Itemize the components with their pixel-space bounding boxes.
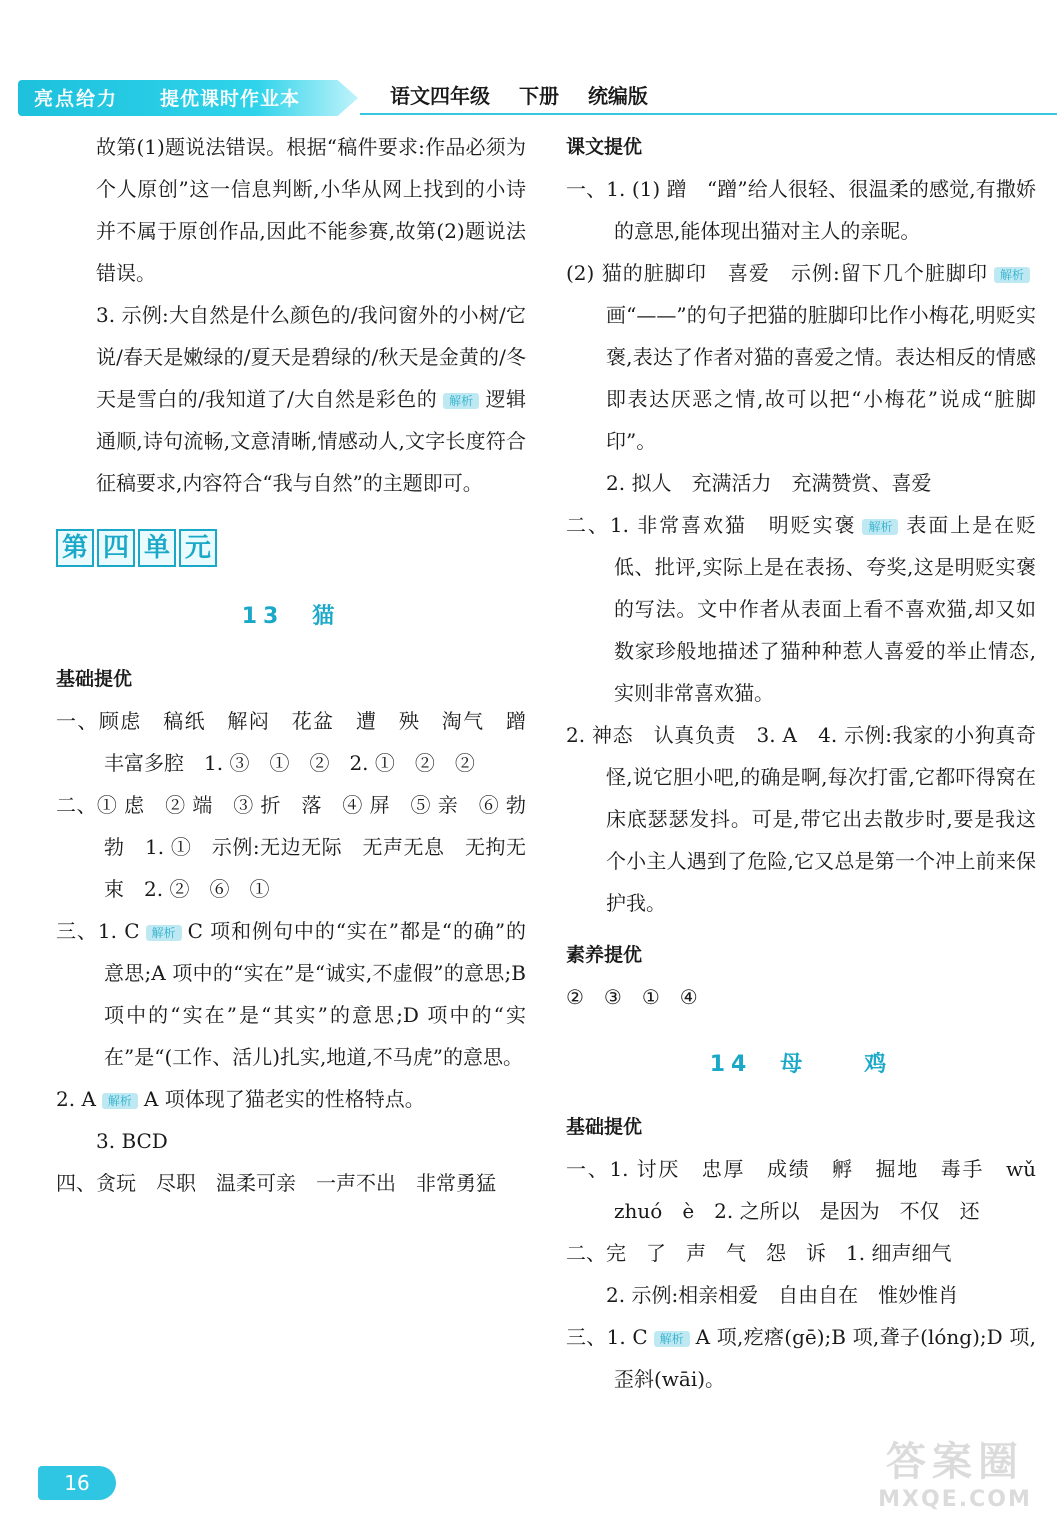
section-heading: 课文提优 <box>566 136 643 158</box>
right-column <box>566 126 1056 1400</box>
analysis-tag: 解析 <box>994 267 1030 283</box>
analysis-tag: 解析 <box>862 519 898 535</box>
analysis-text: A 项,疙瘩(gē);B 项,聋子(lóng);D 项,歪斜(wāi)。 <box>614 1325 1036 1391</box>
answer-item: 2. 神态 认真负责 3. A 4. 示例:我家的小狗真奇怪,说它胆小吧,的确是啊,每次打雷,它都吓得窝在床底瑟瑟发抖。可是,带它出去散步时,要是我这个小主人遇到了危险,它又总是第一个冲上前来保护我。 <box>566 723 1036 915</box>
answer-item: ② ③ ① ④ <box>566 985 698 1009</box>
section-heading: 素养提优 <box>566 944 643 966</box>
answer-text: 2. A <box>56 1087 96 1111</box>
answer-item: 一、顾虑 稿纸 解闷 花盆 遭 殃 淘气 蹭 丰富多腔 1. ③ ① ② 2. ① ② ② <box>56 709 546 775</box>
analysis-text: C 项和例句中的“实在”都是“的确”的意思;A 项中的“实在”是“诚实,不虚假”的意思;B 项中的“实在”是“其实”的意思;D 项中的“实在”是“(工作、活儿)扎实,地道,不马虎”的意思。 <box>104 919 533 1069</box>
analysis-tag: 解析 <box>443 393 479 409</box>
edition-info <box>390 80 670 109</box>
answer-item: 2. 拟人 充满活力 充满赞赏、喜爱 <box>606 471 932 495</box>
analysis-text: 逻辑通顺,诗句流畅,文意清晰,情感动人,文字长度符合征稿要求,内容符合“我与自然”的主题即可。 <box>96 387 527 495</box>
answer-text: 二、1. 非常喜欢猫 明贬实褒 <box>566 513 857 537</box>
section-heading: 基础提优 <box>56 668 133 690</box>
unit-char: 第 <box>56 529 94 567</box>
unit-char: 单 <box>138 529 176 567</box>
answer-text: 三、1. C <box>56 919 140 943</box>
analysis-tag: 解析 <box>146 925 182 941</box>
answer-paragraph <box>56 294 526 504</box>
edition-volume: 下册 <box>518 84 559 108</box>
answer-item <box>566 252 1036 462</box>
watermark-url: MXQE.COM <box>878 1487 1032 1512</box>
watermark-text: 答案圈 <box>886 1439 1024 1485</box>
answer-item: 2. 示例:相亲相爱 自由自在 惟妙惟肖 <box>606 1283 959 1307</box>
analysis-text: A 项体现了猫老实的性格特点。 <box>143 1087 425 1111</box>
edition-grade: 语文四年级 <box>390 84 490 108</box>
brand-title: 亮点给力 <box>34 88 119 110</box>
watermark-logo <box>860 1430 1050 1530</box>
left-column <box>56 126 546 1204</box>
analysis-tag: 解析 <box>102 1093 138 1109</box>
analysis-text: 画“——”的句子把猫的脏脚印比作小梅花,明贬实褒,表达了作者对猫的喜爱之情。表达相反的情感即表达厌恶之情,故可以把“小梅花”说成“脏脚印”。 <box>606 303 1036 453</box>
answer-text: (2) 猫的脏脚印 喜爱 示例:留下几个脏脚印 <box>566 261 988 285</box>
answer-item: 二、完 了 声 气 怨 诉 1. 细声细气 <box>566 1241 952 1265</box>
section-heading: 基础提优 <box>566 1116 643 1138</box>
series-title: 提优课时作业本 <box>160 88 301 110</box>
header-rule <box>360 113 1057 115</box>
answer-paragraph: 故第(1)题说法错误。根据“稿件要求:作品必须为个人原创”这一信息判断,小华从网上找到的小诗并不属于原创作品,因此不能参赛,故第(2)题说法错误。 <box>96 135 526 285</box>
answer-item: 3. BCD <box>96 1129 168 1153</box>
answer-item <box>566 504 1036 714</box>
edition-version: 统编版 <box>587 84 648 108</box>
answer-text: 3. 示例:大自然是什么颜色的/我问窗外的小树/它说/春天是嫩绿的/夏天是碧绿的/秋天是金黄的/冬天是雪白的/我知道了/大自然是彩色的 <box>96 303 526 411</box>
answer-item: 一、1. 讨厌 忠厚 成绩 孵 掘地 毒手 wǔ zhuó è 2. 之所以 是因为 不仅 还 <box>566 1157 1056 1223</box>
answer-text: 三、1. C <box>566 1325 648 1349</box>
unit-char: 元 <box>179 529 217 567</box>
answer-item: 一、1. (1) 蹭 “蹭”给人很轻、很温柔的感觉,有撒娇的意思,能体现出猫对主人的亲昵。 <box>566 177 1036 243</box>
lesson-title: 13 猫 <box>241 604 341 629</box>
page-number: 16 <box>38 1466 116 1500</box>
analysis-text: 表面上是在贬低、批评,实际上是在表扬、夸奖,这是明贬实褒的写法。文中作者从表面上看不喜欢猫,却又如数家珍般地描述了猫种种惹人喜爱的举止情态,实则非常喜欢猫。 <box>614 513 1036 705</box>
unit-char: 四 <box>97 529 135 567</box>
answer-item <box>56 910 533 1078</box>
answer-item <box>56 1078 526 1120</box>
answer-item: 二、① 虑 ② 端 ③ 折 落 ④ 屏 ⑤ 亲 ⑥ 勃勃 1. ① 示例:无边无际 无声无息 无拘无束 2. ② ⑥ ① <box>56 793 526 901</box>
page-header <box>0 0 1057 120</box>
lesson-title: 14 母 鸡 <box>709 1052 893 1077</box>
analysis-tag: 解析 <box>654 1331 690 1347</box>
answer-item <box>566 1316 1036 1400</box>
answer-item: 四、贪玩 尽职 温柔可亲 一声不出 非常勇猛 <box>56 1171 496 1195</box>
unit-heading <box>56 528 526 570</box>
